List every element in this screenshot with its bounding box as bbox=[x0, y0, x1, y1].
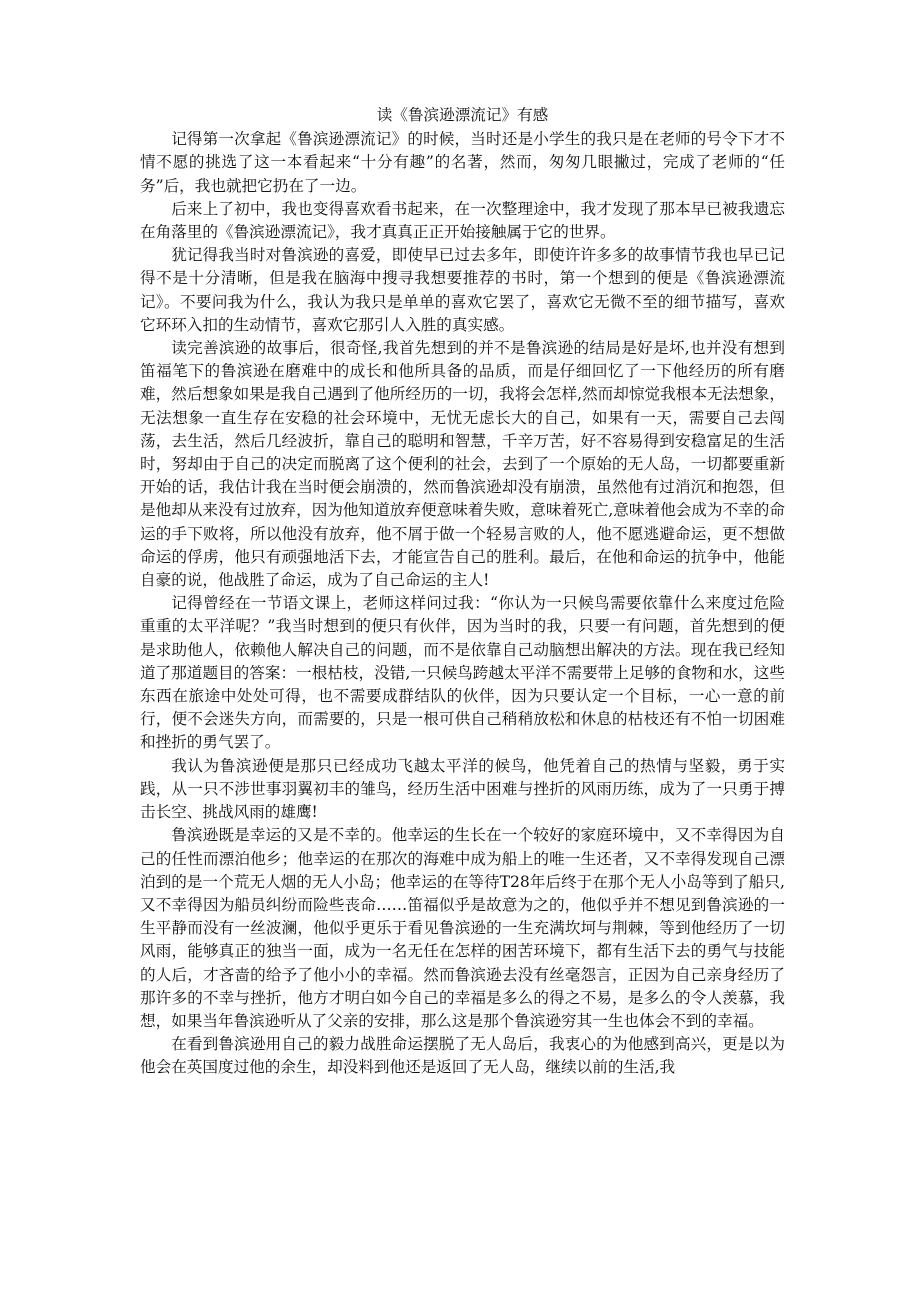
paragraph-7: 鲁滨逊既是幸运的又是不幸的。他幸运的生长在一个较好的家庭环境中，又不幸得因为自己的任性而漂泊他乡；他幸运的在那次的海难中成为船上的唯一生还者，又不幸得发现自己漂泊到的是一个荒无人烟的无人小岛；他幸运的在等待T28年后终于在那个无人小岛等到了船只,又不幸得因为船员纠纷而险些丧命……笛福似乎是故意为之的，他似乎并不想见到鲁滨逊的一生平静而没有一丝波澜，他似乎更乐于看见鲁滨逊的一生充满坎坷与荆棘，等到他经历了一切风雨，能够真正的独当一面，成为一名无任在怎样的困苦环境下，都有生活下去的勇气与技能的人后，才吝啬的给予了他小小的幸福。然而鲁滨逊去没有丝毫怨言，正因为自己亲身经历了那许多的不幸与挫折，他方才明白如今自己的幸福是多么的得之不易，是多么的令人羡慕，我想，如果当年鲁滨逊听从了父亲的安排，那么这是那个鲁滨逊穷其一生也体会不到的幸福。 bbox=[140, 826, 785, 1030]
paragraph-5: 记得曾经在一节语文课上，老师这样问过我：“你认为一只候鸟需要依靠什么来度过危险重重的太平洋呢？”我当时想到的便只有伙伴，因为当时的我，只要一有问题，首先想到的便是求助他人，依赖他人解决自己的问题，而不是依靠自己动脑想出解决的方法。现在我已经知道了那道题目的答案：一根枯枝，没错,一只候鸟跨越太平洋不需要带上足够的食物和水，这些东西在旅途中处处可得，也不需要成群结队的伙伴，因为只要认定一个目标，一心一意的前行，便不会迷失方向，而需要的，只是一根可供自己稍稍放松和休息的枯枝还有不怕一切困难和挫折的勇气罢了。 bbox=[140, 594, 785, 752]
document-page bbox=[140, 104, 785, 1080]
paragraph-2: 后来上了初中，我也变得喜欢看书起来，在一次整理途中，我才发现了那本早已被我遗忘在角落里的《鲁滨逊漂流记》，我才真真正正开始接触属于它的世界。 bbox=[140, 199, 785, 242]
document-title: 读《鲁滨逊漂流记》有感 bbox=[376, 106, 549, 124]
paragraph-4: 读完善滨逊的故事后，很奇怪,我首先想到的并不是鲁滨逊的结局是好是坏,也并没有想到笛福笔下的鲁滨逊在磨难中的成长和他所具备的品质，而是仔细回忆了一下他经历的所有磨难，然后想象如果是我自己遇到了他所经历的一切，我将会怎样,然而却惊觉我根本无法想象，无法想象一直生存在安稳的社会环境中，无忧无虑长大的自己，如果有一天，需要自己去闯荡，去生活，然后几经波折，靠自己的聪明和智慧，千辛万苦，好不容易得到安稳富足的生活时，努却由于自己的决定而脱离了这个便利的社会，去到了一个原始的无人岛，一切都要重新开始的话，我估计我在当时便会崩溃的，然而鲁滨逊却没有崩溃，虽然他有过消沉和抱怨，但是他却从来没有过放弃，因为他知道放弃便意味着失败，意味着死亡,意味着他会成为不幸的命运的手下败将，所以他没有放弃，他不屑于做一个轻易言败的人，他不愿逃避命运，更不想做命运的俘虏，他只有顽强地活下去，才能宣告自己的胜利。最后，在他和命运的抗争中，他能自豪的说，他战胜了命运，成为了自己命运的主人! bbox=[140, 339, 785, 590]
paragraph-8: 在看到鲁滨逊用自己的毅力战胜命运摆脱了无人岛后，我衷心的为他感到高兴，更是以为他会在英国度过他的余生，却没料到他还是返回了无人岛，继续以前的生活,我 bbox=[140, 1035, 785, 1077]
paragraph-3: 犹记得我当时对鲁滨逊的喜爱，即使早已过去多年，即使许许多多的故事情节我也早已记得不是十分清晰，但是我在脑海中搜寻我想要推荐的书时，第一个想到的便是《鲁滨逊漂流记》。不要问我为什么，我认为我只是单单的喜欢它罢了，喜欢它无微不至的细节描写，喜欢它环环入扣的生动情节，喜欢它那引人入胜的真实感。 bbox=[140, 246, 785, 334]
paragraph-6: 我认为鲁滨逊便是那只已经成功飞越太平洋的候鸟，他凭着自己的热情与坚毅，勇于实践，从一只不涉世事羽翼初丰的雏鸟，经历生活中困难与挫折的风雨历练，成为了一只勇于搏击长空、挑战风雨的雄鹰! bbox=[140, 756, 785, 822]
paragraph-1: 记得第一次拿起《鲁滨逊漂流记》的时候，当时还是小学生的我只是在老师的号令下才不情不愿的挑选了这一本看起来“十分有趣”的名著，然而，匆匆几眼撇过，完成了老师的“任务”后，我也就把它扔在了一边。 bbox=[140, 130, 785, 195]
